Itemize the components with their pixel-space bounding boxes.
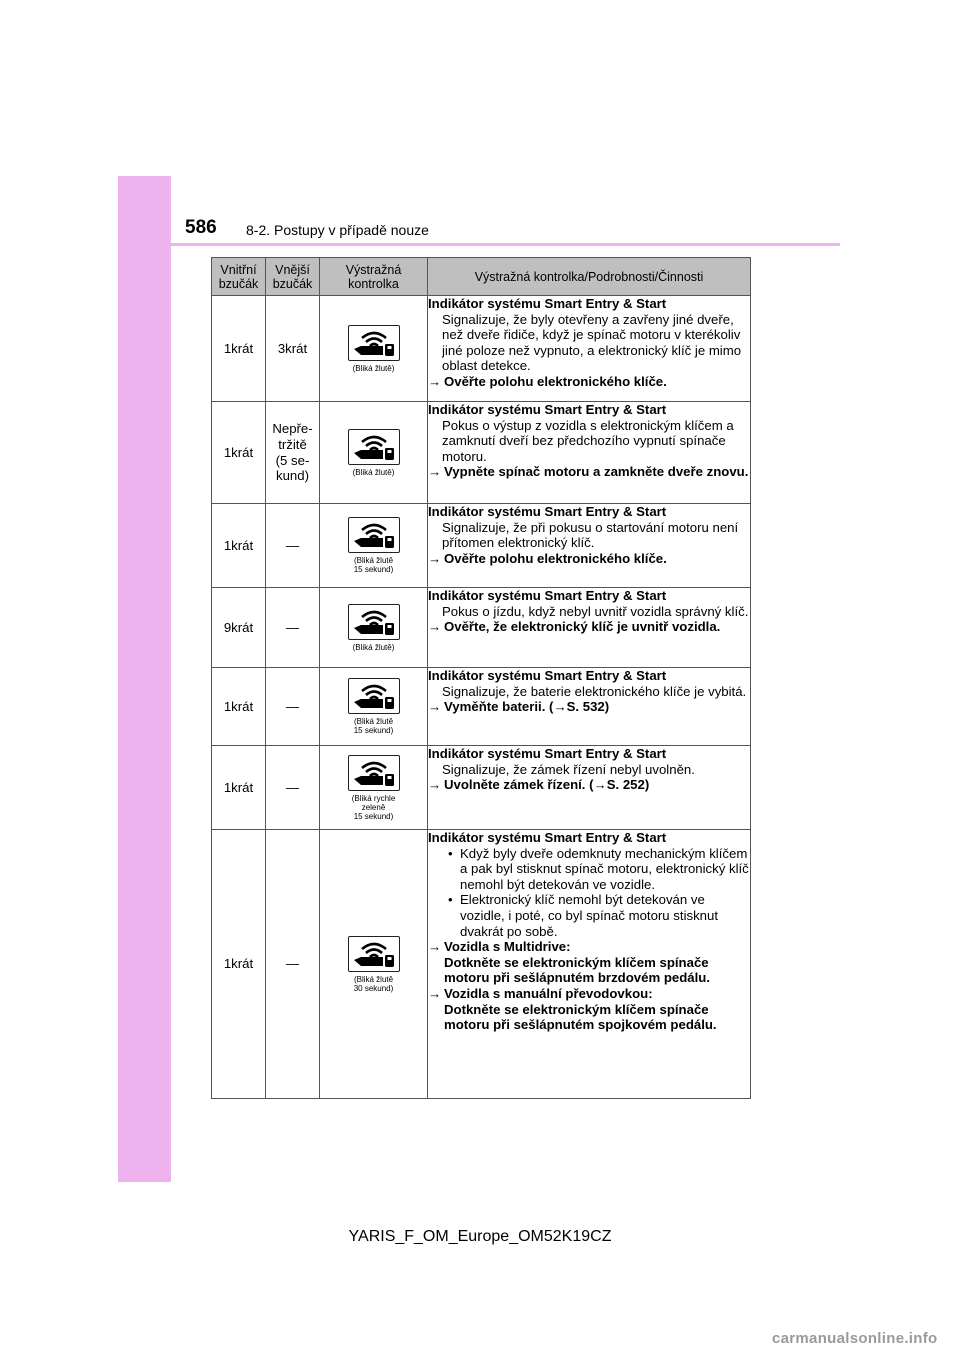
internal-buzzer-cell: 1krát bbox=[212, 296, 266, 402]
table-header-row bbox=[212, 258, 751, 296]
detail-action bbox=[428, 551, 750, 567]
detail-body: Signalizuje, že baterie elektronického klíče je vybitá. bbox=[442, 683, 747, 699]
external-buzzer-cell: — bbox=[266, 504, 320, 588]
arrow-right-icon: → bbox=[428, 985, 442, 1001]
detail-action-text: Vozidla s Multidrive: Dotkněte se elektronickým klíčem spínače motoru při sešlápnutém brzdovém pedálu. bbox=[444, 939, 710, 986]
smart-key-indicator-icon bbox=[348, 325, 400, 361]
warning-light-cell bbox=[320, 296, 428, 402]
watermark: carmanualsonline.info bbox=[772, 1330, 938, 1347]
arrow-right-icon: → bbox=[428, 619, 442, 635]
arrow-right-icon: → bbox=[428, 939, 442, 955]
warning-light-cell bbox=[320, 588, 428, 668]
table-row bbox=[212, 588, 751, 668]
detail-action bbox=[428, 619, 750, 635]
warning-light-caption: (Bliká rychle zeleně 15 sekund) bbox=[351, 793, 396, 821]
table-row bbox=[212, 402, 751, 504]
external-buzzer-cell: — bbox=[266, 668, 320, 746]
detail-action-text: Ověřte polohu elektronického klíče. bbox=[444, 550, 667, 566]
warning-light bbox=[320, 429, 427, 477]
detail-body: Pokus o výstup z vozidla s elektronickým klíčem a zamknutí dveří bez předchozího vypnutí spínače motoru. bbox=[442, 417, 734, 464]
warning-light bbox=[320, 755, 427, 821]
warning-light-caption: (Bliká žlutě 15 sekund) bbox=[353, 556, 394, 574]
warning-light bbox=[320, 517, 427, 574]
arrow-right-icon: → bbox=[428, 550, 442, 566]
smart-key-indicator-icon bbox=[348, 429, 400, 465]
bullet-dot-icon: • bbox=[448, 892, 453, 908]
warning-light-caption: (Bliká žlutě 15 sekund) bbox=[353, 717, 394, 735]
detail-bullet-text: Když byly dveře odemknuty mechanickým klíčem a pak byl stisknut spínač motoru, elektronický klíč nemohl být detekován ve vozidle. bbox=[460, 845, 749, 892]
header-rule bbox=[171, 243, 840, 246]
detail-title: Indikátor systému Smart Entry & Start bbox=[428, 504, 667, 519]
table-row bbox=[212, 830, 751, 1099]
details-cell bbox=[428, 830, 751, 1099]
detail-action bbox=[428, 986, 750, 1033]
smart-key-indicator-icon bbox=[348, 604, 400, 640]
warning-light bbox=[320, 604, 427, 652]
detail-action-text: Ověřte, že elektronický klíč je uvnitř vozidla. bbox=[444, 619, 721, 635]
detail-title: Indikátor systému Smart Entry & Start bbox=[428, 830, 667, 845]
detail-title: Indikátor systému Smart Entry & Start bbox=[428, 668, 667, 683]
detail-action-text: Vozidla s manuální převodovkou: Dotkněte se elektronickým klíčem spínače motoru při sešlápnutém spojkovém pedálu. bbox=[444, 985, 717, 1033]
warning-light-cell bbox=[320, 668, 428, 746]
warning-light-cell bbox=[320, 746, 428, 830]
table-row bbox=[212, 668, 751, 746]
detail-bullet bbox=[428, 892, 750, 939]
table-row bbox=[212, 504, 751, 588]
external-buzzer-cell: — bbox=[266, 746, 320, 830]
detail-action bbox=[428, 939, 750, 986]
smart-key-indicator-icon bbox=[348, 678, 400, 714]
section-title: 8-2. Postupy v případě nouze bbox=[246, 222, 429, 238]
sidebar-tab bbox=[118, 176, 171, 1182]
col-header-external-buzzer: Vnější bzučák bbox=[266, 258, 320, 296]
detail-body: Signalizuje, že zámek řízení nebyl uvolněn. bbox=[442, 761, 695, 777]
detail-action-text: Vyměňte baterii. (→S. 532) bbox=[444, 699, 610, 715]
detail-title: Indikátor systému Smart Entry & Start bbox=[428, 402, 667, 417]
page-number: 586 bbox=[185, 217, 217, 238]
detail-bullet-text: Elektronický klíč nemohl být detekován ve vozidle, i poté, co byl spínač motoru stisknut dvakrát po sobě. bbox=[460, 892, 719, 939]
details-cell bbox=[428, 668, 751, 746]
bullet-dot-icon: • bbox=[448, 845, 453, 861]
internal-buzzer-cell: 1krát bbox=[212, 402, 266, 504]
detail-action bbox=[428, 374, 750, 390]
arrow-right-icon: → bbox=[428, 373, 442, 389]
warning-light bbox=[320, 325, 427, 373]
detail-body: Pokus o jízdu, když nebyl uvnitř vozidla správný klíč. bbox=[442, 603, 749, 619]
external-buzzer-cell: — bbox=[266, 830, 320, 1099]
warning-light bbox=[320, 678, 427, 735]
internal-buzzer-cell: 1krát bbox=[212, 746, 266, 830]
internal-buzzer-cell: 9krát bbox=[212, 588, 266, 668]
arrow-right-icon: → bbox=[428, 777, 442, 793]
detail-action bbox=[428, 464, 750, 480]
detail-title: Indikátor systému Smart Entry & Start bbox=[428, 588, 667, 603]
detail-bullet bbox=[428, 846, 750, 893]
warning-light-caption: (Bliká žlutě) bbox=[352, 363, 395, 373]
warning-light-cell bbox=[320, 830, 428, 1099]
warning-light-caption: (Bliká žlutě) bbox=[352, 467, 395, 477]
details-cell bbox=[428, 588, 751, 668]
arrow-right-icon: → bbox=[428, 699, 442, 715]
smart-key-indicator-icon bbox=[348, 936, 400, 972]
warning-light bbox=[320, 936, 427, 993]
arrow-right-icon: → bbox=[428, 464, 442, 480]
warning-light-caption: (Bliká žlutě 30 sekund) bbox=[353, 974, 394, 993]
external-buzzer-cell: 3krát bbox=[266, 296, 320, 402]
detail-body: Signalizuje, že byly otevřeny a zavřeny jiné dveře, než dveře řidiče, když je spínač motoru v kterékoliv jiné poloze než vypnuto, a elektronický klíč je mimo oblast detekce. bbox=[442, 311, 742, 374]
detail-body: Signalizuje, že při pokusu o startování motoru není přítomen elektronický klíč. bbox=[442, 519, 739, 551]
details-cell bbox=[428, 746, 751, 830]
detail-action-text: Ověřte polohu elektronického klíče. bbox=[444, 373, 667, 389]
detail-action-text: Uvolněte zámek řízení. (→S. 252) bbox=[444, 777, 650, 793]
table-row bbox=[212, 296, 751, 402]
detail-action-text: Vypněte spínač motoru a zamkněte dveře znovu. bbox=[444, 464, 749, 480]
smart-key-indicator-icon bbox=[348, 755, 400, 791]
warning-light-cell bbox=[320, 402, 428, 504]
details-cell bbox=[428, 504, 751, 588]
col-header-details: Výstražná kontrolka/Podrobnosti/Činnosti bbox=[428, 258, 751, 296]
detail-title: Indikátor systému Smart Entry & Start bbox=[428, 296, 667, 311]
internal-buzzer-cell: 1krát bbox=[212, 830, 266, 1099]
table-row bbox=[212, 746, 751, 830]
details-cell bbox=[428, 402, 751, 504]
col-header-warning-light: Výstražná kontrolka bbox=[320, 258, 428, 296]
smart-key-indicator-icon bbox=[348, 517, 400, 553]
warning-table bbox=[211, 257, 751, 1099]
external-buzzer-cell: — bbox=[266, 588, 320, 668]
detail-action bbox=[428, 699, 750, 715]
warning-light-cell bbox=[320, 504, 428, 588]
external-buzzer-cell: Nepře- tržitě (5 se- kund) bbox=[266, 402, 320, 504]
details-cell bbox=[428, 296, 751, 402]
warning-light-caption: (Bliká žlutě) bbox=[352, 642, 395, 652]
internal-buzzer-cell: 1krát bbox=[212, 504, 266, 588]
detail-title: Indikátor systému Smart Entry & Start bbox=[428, 746, 667, 761]
col-header-internal-buzzer: Vnitřní bzučák bbox=[212, 258, 266, 296]
footer-doc-code: YARIS_F_OM_Europe_OM52K19CZ bbox=[348, 1228, 612, 1245]
internal-buzzer-cell: 1krát bbox=[212, 668, 266, 746]
detail-action bbox=[428, 777, 750, 793]
